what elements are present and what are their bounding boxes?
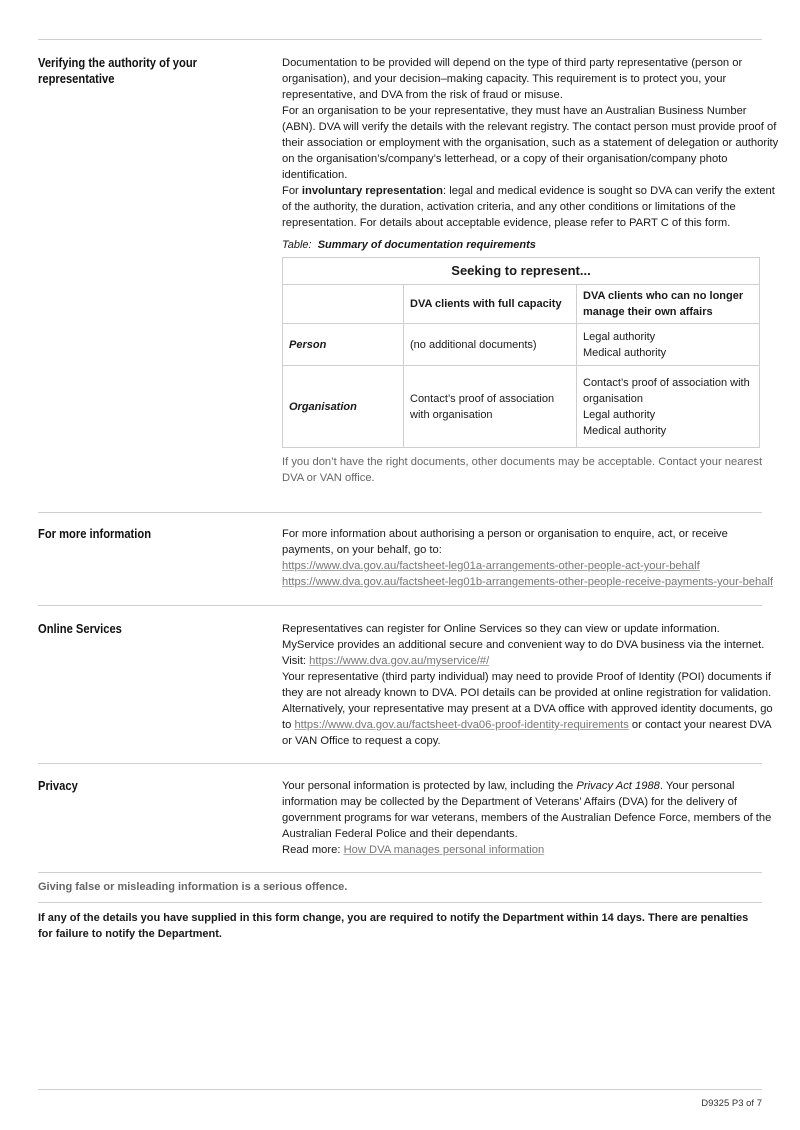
table-cell xyxy=(404,324,577,366)
divider-footer xyxy=(38,1089,762,1090)
privacy-p1-prefix: Your personal information is protected by law, including the xyxy=(282,780,577,792)
table-caption-title: Summary of documentation requirements xyxy=(317,239,536,251)
online-paragraph-2: MyService provides an additional secure and convenient way to do DVA business via the internet. xyxy=(282,639,765,651)
table-span-header: Seeking to represent... xyxy=(283,258,760,285)
table-cell-line: (no additional documents) xyxy=(410,338,537,351)
privacy-p1-rest: . Your personal information may be collected by the Department of Veterans’ Affairs (DVA) for the delivery of government programs for war veterans, members of the Australian Defence Force, members of the Australian Federal Police and their dependants. xyxy=(282,780,772,840)
table-col-header-full-capacity: DVA clients with full capacity xyxy=(404,285,577,324)
verify-p3-rest: : legal and medical evidence is sought so DVA can verify the extent of the authority, the duration, activation criteria, and any other conditions or limitations of the representation. For details about acceptable evidence, please refer to PART C of this form. xyxy=(282,185,775,229)
factsheet-leg01a-link[interactable]: https://www.dva.gov.au/factsheet-leg01a-arrangements-other-people-act-your-behalf xyxy=(282,560,700,572)
section-title-online: Online Services xyxy=(38,621,122,636)
section-body-verify xyxy=(282,55,780,486)
myservice-link[interactable]: https://www.dva.gov.au/myservice/#/ xyxy=(309,655,490,667)
poi-factsheet-link[interactable]: https://www.dva.gov.au/factsheet-dva06-proof-identity-requirements xyxy=(294,719,629,731)
documentation-table xyxy=(282,257,760,448)
verify-paragraph-3 xyxy=(282,183,780,231)
online-p3-prefix: Your representative (third party individual) may need to provide Proof of Identity (POI) documents if they are not already known to DVA. POI details can be provided at online registration for validation. Alternatively, your representative may present at a DVA office with approved identity documents, go to xyxy=(282,671,773,731)
verify-p3-prefix: For xyxy=(282,185,302,197)
online-p3-suffix: or contact your nearest DVA or VAN Office to request a copy. xyxy=(282,719,771,747)
online-paragraph-1: Representatives can register for Online Services so they can view or update information. xyxy=(282,623,720,635)
online-paragraph-3 xyxy=(282,669,780,749)
verify-after-table-note: If you don’t have the right documents, other documents may be acceptable. Contact your nearest DVA or VAN office. xyxy=(282,456,763,484)
verify-paragraph-2: For an organisation to be your representative, they must have an Australian Business Number (ABN). DVA will verify the details with the relevant registry. The contact person must provide proof of their association or employment with the organisation, such as a statement of delegation or authority on the organisation’s/company’s letterhead, or a copy of their organisation/company photo identification. xyxy=(282,105,779,181)
divider xyxy=(38,902,762,903)
table-caption xyxy=(282,237,780,253)
privacy-paragraph xyxy=(282,778,780,842)
false-information-notice: Giving false or misleading information is a serious offence. xyxy=(38,881,348,893)
notify-department-notice: If any of the details you have supplied in this form change, you are required to notify the Department within 14 days. There are penalties for failure to notify the Department. xyxy=(38,912,749,940)
section-title-privacy: Privacy xyxy=(38,778,78,793)
table-cell-line: Legal authority xyxy=(583,408,656,421)
section-title-more-info: For more information xyxy=(38,526,152,541)
table-row xyxy=(283,324,760,366)
table-cell xyxy=(577,324,760,366)
verify-p3-bold: involuntary representation xyxy=(301,185,444,197)
read-more-label: Read more: xyxy=(282,844,344,856)
table-cell xyxy=(577,366,760,448)
table-cell-line: Medical authority xyxy=(583,346,667,359)
privacy-act-title: Privacy Act 1988 xyxy=(576,780,660,792)
divider xyxy=(38,763,762,764)
table-cell-line: Legal authority xyxy=(583,330,656,343)
section-title-verify: Verifying the authority of your representative xyxy=(38,55,198,86)
divider-top xyxy=(38,39,762,40)
table-row-label: Organisation xyxy=(283,366,404,448)
section-body-online xyxy=(282,621,780,749)
divider xyxy=(38,512,762,513)
visit-label: Visit: xyxy=(282,655,310,667)
verify-paragraph-1: Documentation to be provided will depend on the type of third party representative (person or organisation), and your decision–making capacity. This requirement is to protect you, your representative, and DVA from the risk of fraud or misuse. xyxy=(282,57,743,101)
table-row-label: Person xyxy=(283,324,404,366)
table-col-header-no-capacity: DVA clients who can no longer manage their own affairs xyxy=(577,285,760,324)
page-reference: D9325 P3 of 7 xyxy=(701,1098,762,1109)
section-body-privacy xyxy=(282,778,780,858)
section-body-more-info xyxy=(282,526,780,590)
table-corner-cell xyxy=(283,285,404,324)
divider xyxy=(38,605,762,606)
privacy-read-more xyxy=(282,842,780,858)
divider xyxy=(38,872,762,873)
table-cell-line: Contact’s proof of association with organisation xyxy=(583,376,750,405)
table-cell xyxy=(404,366,577,448)
online-visit xyxy=(282,653,780,669)
more-info-paragraph: For more information about authorising a person or organisation to enquire, act, or receive payments, on your behalf, go to: xyxy=(282,528,728,556)
privacy-policy-link[interactable]: How DVA manages personal information xyxy=(343,844,545,856)
factsheet-leg01b-link[interactable]: https://www.dva.gov.au/factsheet-leg01b-arrangements-other-people-receive-payments-your-behalf xyxy=(282,576,774,588)
table-caption-label: Table: xyxy=(282,239,312,251)
table-cell-line: Contact’s proof of association with organisation xyxy=(410,392,555,421)
table-cell-line: Medical authority xyxy=(583,424,667,437)
table-row xyxy=(283,366,760,448)
